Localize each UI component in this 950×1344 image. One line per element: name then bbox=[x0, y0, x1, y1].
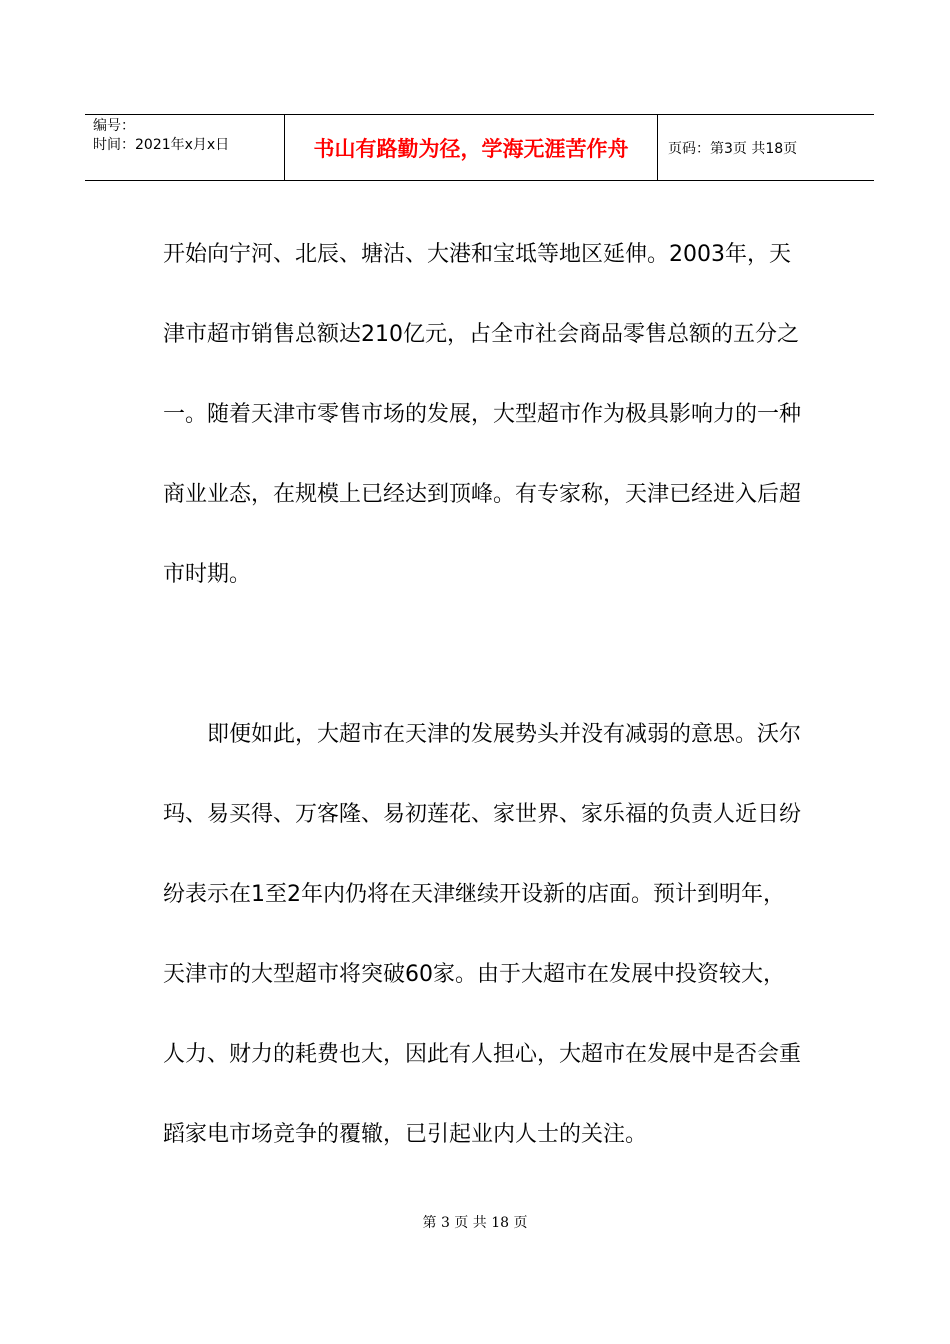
paragraph-gap bbox=[163, 615, 803, 695]
document-date: 时间：2021年x月x日 bbox=[93, 137, 230, 153]
body-paragraph-1: 开始向宁河、北辰、塘沽、大港和宝坻等地区延伸。2003年，天津市超市销售总额达210亿元，占全市社会商品零售总额的五分之一。随着天津市零售市场的发展，大型超市作为极具影响力的一种商业业态，在规模上已经达到顶峰。有专家称，天津已经进入后超市时期。 bbox=[163, 242, 802, 587]
document-body bbox=[163, 215, 803, 1175]
header-motto: 书山有路勤为径，学海无涯苦作舟 bbox=[285, 115, 658, 180]
document-number-label: 编号： bbox=[93, 118, 135, 134]
body-paragraph-2: 即便如此，大超市在天津的发展势头并没有减弱的意思。沃尔玛、易买得、万客隆、易初莲花、家世界、家乐福的负责人近日纷纷表示在1至2年内仍将在天津继续开设新的店面。预计到明年，天津市的大型超市将突破60家。由于大超市在发展中投资较大，人力、财力的耗费也大，因此有人担心，大超市在发展中是否会重蹈家电市场竞争的覆辙，已引起业内人士的关注。 bbox=[163, 722, 802, 1147]
document-header bbox=[85, 114, 874, 181]
header-meta bbox=[85, 115, 285, 180]
header-page-info: 页码：第3页 共18页 bbox=[668, 140, 798, 157]
page-footer: 第 3 页 共 18 页 bbox=[422, 1215, 528, 1231]
